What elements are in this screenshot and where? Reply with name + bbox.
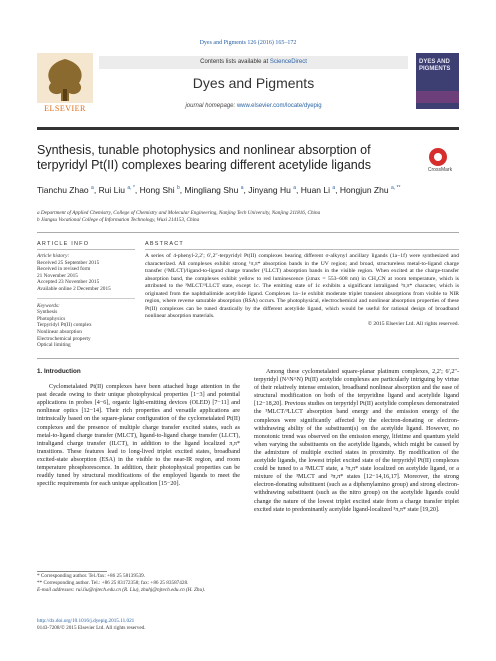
footnote-divider xyxy=(37,571,107,572)
abstract xyxy=(145,253,459,328)
article-info-heading: ARTICLE INFO xyxy=(37,241,90,247)
footnote: * Corresponding author. Tel./fax: +86 25 58139539. xyxy=(37,573,146,579)
author-affiliation-mark[interactable]: a xyxy=(240,185,244,191)
journal-header-band xyxy=(99,53,408,115)
keyword: Terpyridyl Pt(II) complex xyxy=(37,322,92,329)
section-heading: 1. Introduction xyxy=(37,368,81,375)
keywords-label: Keywords: xyxy=(37,302,60,309)
author-name: Hong Shi xyxy=(139,184,175,195)
contents-text: Contents lists available at xyxy=(200,59,270,65)
copyright: © 2015 Elsevier Ltd. All rights reserved. xyxy=(367,320,459,327)
author-list: Tianchu Zhao $^a$, Rui Liu $^{a, *}$, Hong Shi $^b$, Mingliang Shu $^a$, Jinyang Hu $^a$, Huan Li $^a$, Hongjun Zhu $^{a, **}$ xyxy=(37,184,401,195)
journal-homepage xyxy=(99,103,408,109)
contents-available-bar xyxy=(99,56,408,69)
crossmark-label: CrossMark xyxy=(427,167,453,173)
author-affiliation-mark[interactable]: a xyxy=(293,185,296,191)
body-paragraph: Cyclometalated Pt(II) complexes have been attached huge attention in the past decade owing to their unique photophysical properties [1−3] and potential applications in probes [4−6], organic light-emitting devices (OLED) [7−11] and nonlinear optics [12−14]. Their rich properties and versatile applications are intrinsically based on the square-planar configuration of the cyclometalated Pt(II) complexes and the presence of multiple charge transfer excited states, such as metal-to-ligand charge transfer (MLCT), ligand-to-ligand charge transfer (LLCT), intraligand charge transfer (ILCT), in addition to the ligand localized π,π* transitions. These features lead to long-lived triplet excited states, broadband excited-state absorption (ESA) in the visible to the near-IR region, and room temperature phosphorescence. In addition, their photophysical properties can be readily tuned by structural modifications of the employed ligands to meet the specific requirements for each unique application [15−20]. xyxy=(37,384,240,488)
keyword: Optical limiting xyxy=(37,342,71,349)
doi-link[interactable]: http://dx.doi.org/10.1016/j.dyepig.2015.11.021 xyxy=(37,618,135,624)
author-name: Huan Li xyxy=(300,184,331,195)
article-title: Synthesis, tunable photophysics and nonlinear absorption of terpyridyl Pt(II) complexes bearing different acetylide ligands xyxy=(37,143,371,172)
journal-masthead xyxy=(37,53,459,120)
divider xyxy=(37,249,135,250)
abstract-text: A series of 4-phenyl-2,2′; 6′,2″-terpyridyl Pt(II) complexes bearing different σ-alkynyl ancillary ligands (1a−1f) were synthesized and characterized. All complexes exhibit strong ¹π,π* absorption bands in the UV region; and broad, structureless metal-to-ligand charge transfer (¹MLCT)/ligand-to-ligand charge transfer (¹LLCT) absorption bands in the visible region. When excited at the charge-transfer absorption band, the complexes exhibit yellow to red luminescence (λmax = 553–608 nm) in CH₂CN at room temperature, which is attributed to the ³MLCT/³LLCT state, except 1c. The emitting state of 1c exhibits a significant intraligand ³π,π* character, which is originated from the naphthalimide acetylide ligand. Complexes 1a−1e exhibit moderate triplet transient absorptions from visible to NIR region, where reverse saturable absorption (RSA) occurs. The photophysical, electrochemical and nonlinear absorption properties of these Pt(II) complexes can be tuned drastically by the different acetylide ligand, which would be useful for rational design of broadband nonlinear absorption materials. xyxy=(145,253,459,319)
divider xyxy=(37,293,135,299)
homepage-label: journal homepage: xyxy=(185,103,237,109)
history-line: Accepted 23 November 2015 xyxy=(37,279,100,286)
author-affiliation-mark[interactable]: a, * xyxy=(127,185,135,191)
abstract-heading: ABSTRACT xyxy=(145,241,184,247)
cover-stripe xyxy=(416,91,459,103)
author-affiliation-mark[interactable]: a, ** xyxy=(390,185,401,191)
history-line: Received 25 September 2015 xyxy=(37,259,100,266)
homepage-url-link[interactable]: www.elsevier.com/locate/dyepig xyxy=(236,103,322,109)
keyword: Synthesis xyxy=(37,309,58,316)
author-name: Jinyang Hu xyxy=(248,184,291,195)
history-line: Available online 2 December 2015 xyxy=(37,285,111,292)
header-divider xyxy=(37,127,459,130)
keyword: Electrochemical property xyxy=(37,335,91,342)
keyword: Photophysics xyxy=(37,315,66,322)
elsevier-logo xyxy=(37,53,93,115)
crossmark-button[interactable] xyxy=(421,148,459,176)
author-name: Rui Liu xyxy=(98,184,126,195)
author-name: Tianchu Zhao xyxy=(37,184,89,195)
body-left-column xyxy=(37,368,240,488)
author-affiliation-mark[interactable]: a xyxy=(332,185,336,191)
history-label: Article history: xyxy=(37,253,70,259)
keyword: Nonlinear absorption xyxy=(37,328,82,335)
elsevier-wordmark: ELSEVIER xyxy=(44,104,86,113)
issn-line: 0143-7208/© 2015 Elsevier Ltd. All rights reserved. xyxy=(37,625,146,631)
sciencedirect-link[interactable]: ScienceDirect xyxy=(269,59,307,65)
body-right-column xyxy=(254,368,459,514)
author-affiliation-mark[interactable]: a xyxy=(91,185,94,191)
footnote: ** Corresponding author. Tel.: +86 25 83172358; fax: +86 25 83587428. xyxy=(37,580,189,586)
history-line: Received in revised form xyxy=(37,266,91,273)
journal-title: Dyes and Pigments xyxy=(192,75,315,91)
author-name: Mingliang Shu xyxy=(184,184,239,195)
author-name: Hongjun Zhu xyxy=(339,184,389,195)
affiliation: a Department of Applied Chemistry, College of Chemistry and Molecular Engineering, Nanjing Tech University, Nanjing 211816, China xyxy=(37,210,321,216)
body-paragraph: Among these cyclometalated square-planar platinum complexes, 2,2′; 6′,2″-terpyridyl (N^N^N) Pt(II) acetylide complexes are particularly intriguing by virtue of their relatively intense emission, broadband nonlinear absorption and the ease of structural modification on both of the terpyridine ligand and acetylide ligand [12−18,20]. Previous studies on terpyridyl Pt(II) acetylide complexes demonstrated the ³MLCT/³LLCT absorption band energy and the emission energy of the complexes were significantly affected by the electron-donating or electron-withdrawing ability of the substituent(s) on the acetylide ligand. However, no monotonic trend was observed on the emission energy, lifetime and quantum yield when varying the substituents on the acetylide ligands, which might be caused by the admixture of multiple excited states in proximity. By modification of the acetylide ligands, the lowest triplet excited state of the terpyridyl Pt(II) complexes could be tuned to a ³MLCT state, a ³π,π* state localized on acetylide ligand, or a mixture of the ³MLCT and ³π,π* states [12−14,16,17]. Moreover, the strong electron-donating substituent (such as a diphenylamino group) and strong electron-withdrawing substituent (such as the nitro group) on the acetylide ligands could change the nature of the lowest triplet excited state from a charge transfer triplet excited state to predominantly acetylide ligand-localized ³π,π* state [19,20]. xyxy=(254,369,459,513)
cover-title: DYES AND PIGMENTS xyxy=(419,59,451,72)
journal-reference[interactable]: Dyes and Pigments 126 (2016) 165–172 xyxy=(199,40,297,46)
article-info xyxy=(37,253,135,349)
footnote-emails[interactable]: E-mail addresses: rui.liu@njtech.edu.cn (R. Liu), zhuhj@njtech.edu.cn (H. Zhu). xyxy=(37,587,206,593)
divider xyxy=(145,249,459,250)
crossmark-icon xyxy=(429,148,447,166)
doi-block xyxy=(37,618,337,632)
footnotes xyxy=(37,573,241,594)
author-affiliation-mark[interactable]: b xyxy=(177,185,180,191)
journal-cover-thumbnail[interactable] xyxy=(416,53,459,109)
history-line: 21 November 2015 xyxy=(37,272,78,279)
divider xyxy=(37,232,459,233)
affiliation: b Jiangsu Vocational College of Information Technology, Wuxi 214153, China xyxy=(37,217,200,223)
divider xyxy=(37,358,459,359)
